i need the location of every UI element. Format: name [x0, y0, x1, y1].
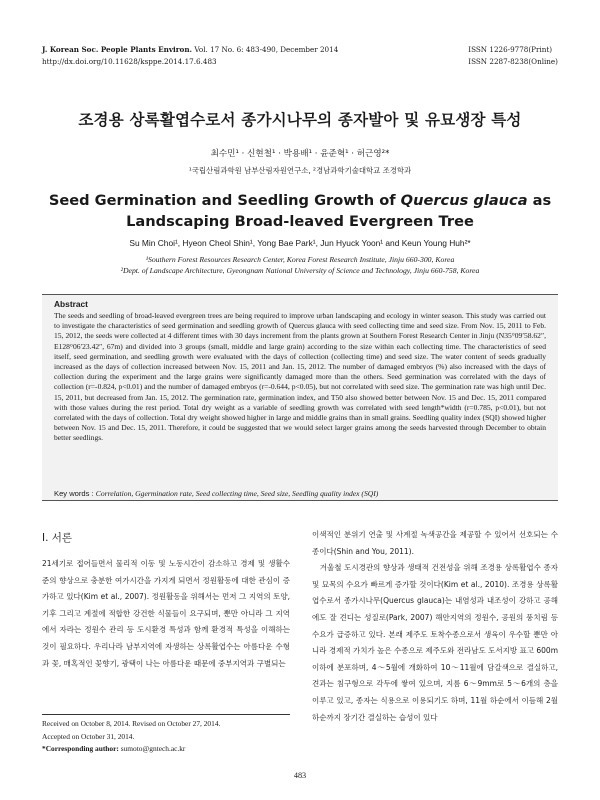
issn-block	[468, 44, 558, 68]
journal-citation: J. Korean Soc. People Plants Environ.	[42, 45, 193, 54]
english-title-species: Quercus glauca	[400, 192, 528, 209]
issn-online: ISSN 2287-8238(Online)	[468, 57, 558, 66]
affiliation-1: ¹Southern Forest Resources Research Center, Korea Forest Research Institute, Jinju 660-300, Korea	[145, 255, 455, 264]
keywords-text: Correlation, Ggermination rate, Seed collecting time, Seed size, Seedling quality index (SQI)	[95, 489, 379, 498]
doi-link[interactable]: http://dx.doi.org/10.11628/ksppe.2014.17.6.483	[42, 57, 217, 66]
page-number: 483	[293, 771, 307, 780]
korean-title: 조경용 상록활엽수로서 종가시나무의 종자발아 및 유묘생장 특성	[78, 111, 522, 129]
english-title-pre: Seed Germination and Seedling Growth of	[48, 192, 401, 209]
english-title	[0, 190, 600, 232]
corresponding-email[interactable]: sumoto@gntech.ac.kr	[118, 744, 186, 753]
korean-authors: 최수민¹ · 신현철¹ · 박용배¹ · 윤준혁¹ · 허근영²*	[210, 149, 390, 159]
footnote-divider	[42, 714, 290, 715]
issn-print: ISSN 1226-9778(Print)	[468, 45, 553, 54]
footnotes	[42, 718, 302, 756]
keywords-label: Key words :	[54, 489, 96, 498]
english-authors: Su Min Choi¹, Hyeon Cheol Shin¹, Yong Bae Park¹, Jun Hyuck Yoon¹ and Keun Young Huh²*	[129, 238, 471, 248]
abstract-box	[42, 294, 558, 501]
abstract-heading: Abstract	[54, 299, 88, 309]
english-affiliations	[60, 254, 540, 276]
received-date: Received on October 8, 2014. Revised on October 27, 2014.	[42, 719, 221, 728]
korean-affiliation: ¹국립산림과학원 남부산림자원연구소, ²경남과학기술대학교 조경학과	[188, 166, 412, 175]
keywords	[54, 489, 378, 498]
section-heading: Ⅰ. 서론	[42, 532, 73, 544]
english-title-post: as	[527, 192, 552, 209]
affiliation-2: ²Dept. of Landscape Architecture, Gyeongnam National University of Science and Technology, Jinju 660-758, Korea	[120, 266, 480, 275]
accepted-date: Accepted on October 31, 2014.	[42, 731, 135, 741]
corresponding-author	[42, 743, 302, 756]
corresponding-label: *Corresponding author:	[42, 744, 119, 753]
english-title-line2: Landscaping Broad-leaved Evergreen Tree	[126, 213, 474, 230]
abstract-text: The seeds and seedling of broad-leaved evergreen trees are being required to improve urban landscaping and ecology in winter season. This study was carried out to investigate the characteristics of seed germination and seedling growth of Quercus glauca with seed collecting time and seed size. From Nov. 15, 2011 to Feb. 15, 2012, the seeds were collected at 4 different times with 30 days increment from the plants grown at Southern Forest Research Center in Jinju (N35°09′58.62″, E128°06′23.42″, 67m) and divided into 3 groups (small, middle and large grain) according to the size within each collecting time. The characteristics of seed itself, seed germination, and seedling growth were evaluated with the days of collection (collecting time) and seed size. The water content of seeds gradually increased as the days of collection increased between Nov. 15, 2011 and Jan. 15, 2012. The number of damaged embryos (%) also increased with the days of collection during the experiment and the large grains were significantly damaged more than the others. Seed germination was correlated with the days of collection (r=-0.824, p<0.01) and the number of damaged embryos (r=-0.644, p<0.05), but not correlated with seed size. The germination rate was high until Dec. 15, 2011, but decreased from Jan. 15, 2012. The germination rate, germination index, and T50 also showed better between Nov. 15 and Dec. 15, 2011 compared with those values during the rest period. Total dry weight as a variable of seedling growth was correlated with seed length*width (r=0.785, p<0.01), but not correlated with the days of collection. Total dry weight showed higher in large and middle grains than in small grains. Seedling quality index (SQI) showed higher between Nov. 15 and Dec. 15, 2011. Therefore, it could be suggested that we would select larger grains among the seeds harvested through December to obtain better seedlings.	[54, 311, 546, 443]
journal-header	[42, 44, 338, 68]
body-left-column: 21세기로 접어들면서 물리적 이동 및 노동시간이 감소하고 경제 및 생활수준의 향상으로 충분한 여가시간을 가지게 되면서 정원활동에 대한 관심이 증가하고 있다(Kim et al., 2007). 정원활동을 위해서는 먼저 그 지역의 토양, 기후 그리고 계절에 적합한 강건한 식물들이 요구되며, 뿐만 아니라 그 지역에서 자라는 정원수 관리 등 도시환경 특성과 함께 환경적 특성을 이해하는 것이 필요하다. 우리나라 남부지역에 자생하는 상록활엽수는 아름다운 수형과 꽃, 매혹적인 꽃향기, 광택이 나는 아름다운 때문에 중부지역과 구별되는	[42, 559, 290, 668]
body-right-column: 이색적인 분위기 연출 및 사계절 녹색공간을 제공할 수 있어서 선호되는 수종이다(Shin and You, 2011). 겨울철 도시경관의 향상과 생태적 건전성을 위해 조경용 상록활엽수 종자 및 묘목의 수요가 빠르게 증가할 것이다(Kim et al., 2010). 조경용 상록활엽수로서 종가시나무(Quercus glauca)는 내염성과 내조성이 강하고 공해에도 잘 견디는 성질로(Park, 2007) 해안지역의 정원수, 공원의 풍치림 등 수요가 급증하고 있다. 본래 제주도 토착수종으로서 생육이 우수할 뿐만 아니라 경제적 가치가 높은 수종으로 제주도와 전라남도 도서지방 표고 600m 이하에 분포하며, 4～5월에 개화하여 10～11월에 담갈색으로 결실하고, 견과는 침구형으로 각두에 쌓여 있으며, 지름 6～9mm로 5～6개의 층을 이루고 있고, 종자는 식용으로 이용되기도 하며, 11월 하순에서 이듬해 2월 하순까지 장기간 결실하는 습성이 있다	[312, 530, 558, 722]
journal-detail: Vol. 17 No. 6: 483-490, December 2014	[194, 45, 339, 54]
